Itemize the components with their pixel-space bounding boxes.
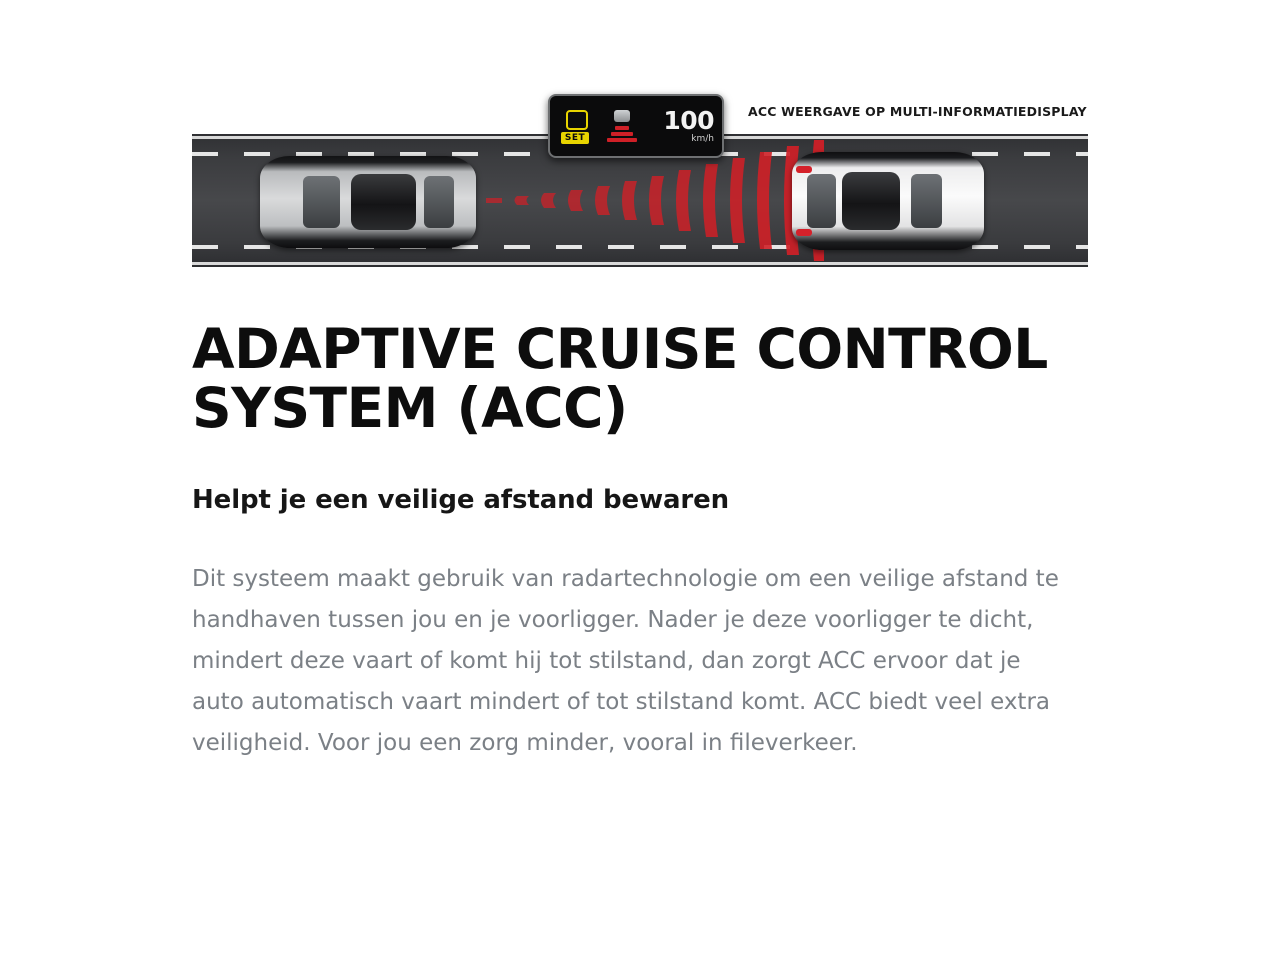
page-title: ADAPTIVE CRUISE CONTROL SYSTEM (ACC) xyxy=(192,317,1048,441)
speed-unit: km/h xyxy=(691,134,714,144)
radar-bar-3 xyxy=(607,138,637,142)
following-car-rear-window xyxy=(303,176,340,228)
following-car xyxy=(260,156,476,248)
speed-readout xyxy=(652,108,714,144)
article-content xyxy=(192,317,1072,763)
mid-status-group xyxy=(558,108,592,144)
radar-bar-2 xyxy=(611,132,633,136)
lead-car-taillight-left xyxy=(796,166,812,173)
radar-bars-icon xyxy=(592,110,652,142)
illustration-caption: ACC WEERGAVE OP MULTI-INFORMATIEDISPLAY xyxy=(748,104,1087,119)
lead-car-roof xyxy=(842,172,900,231)
acc-illustration xyxy=(192,84,1088,280)
mid-vehicle-icon xyxy=(614,110,630,122)
following-car-roof xyxy=(351,174,416,229)
lead-car-taillight-right xyxy=(796,229,812,236)
car-icon xyxy=(564,108,586,128)
lead-car-windshield xyxy=(911,174,942,229)
set-indicator: SET xyxy=(561,132,589,144)
speed-value: 100 xyxy=(663,106,714,135)
multi-information-display xyxy=(548,94,724,158)
lead-car-rear-window xyxy=(807,174,836,229)
radar-bar-1 xyxy=(615,126,629,130)
following-car-windshield xyxy=(424,176,454,228)
page-subtitle: Helpt je een veilige afstand bewaren xyxy=(192,484,730,515)
lead-car xyxy=(792,152,984,250)
body-paragraph: Dit systeem maakt gebruik van radartechnologie om een veilige afstand te handhaven tussen jou en je voorligger. Nader je deze voorligger te dicht, mindert deze vaart of komt hij tot stilstand, dan zorgt ACC ervoor dat je auto automatisch vaart mindert of tot stilstand komt. ACC biedt veel extra veiligheid. Voor jou een zorg minder, vooral in fileverkeer. xyxy=(192,565,1059,756)
